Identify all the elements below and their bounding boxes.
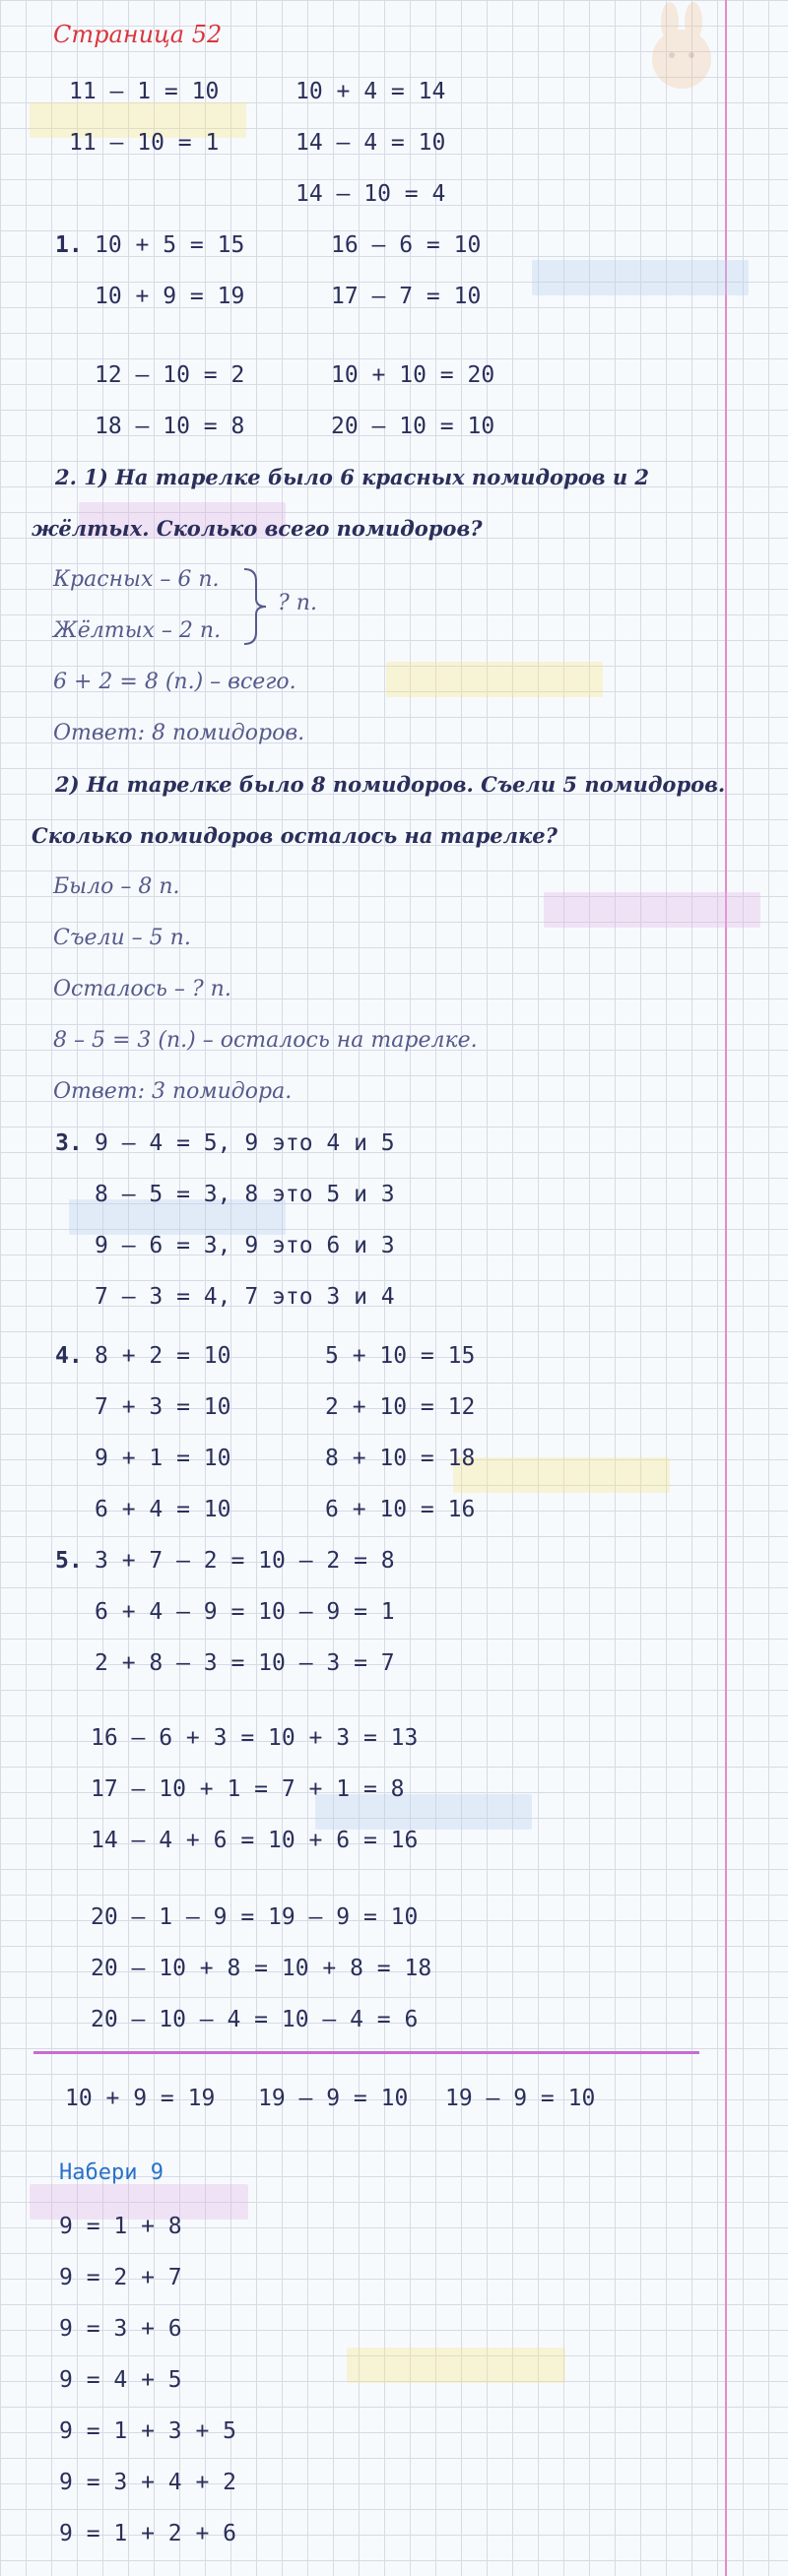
task1-right-row: 17 – 7 = 10	[331, 284, 482, 309]
curly-brace-icon	[240, 565, 270, 648]
task4-right-row: 8 + 10 = 18	[325, 1446, 476, 1471]
task2-question-line: Сколько помидоров осталось на тарелке?	[32, 823, 558, 848]
task4-left-row: 6 + 4 = 10	[95, 1497, 231, 1522]
watermark-stamp	[386, 662, 603, 697]
intro-right-row: 10 + 4 = 14	[296, 79, 446, 104]
task1-left-row: 10 + 9 = 19	[95, 284, 245, 309]
intro-left-row: 11 – 1 = 10	[69, 79, 220, 104]
task2-condition: Было – 8 п.	[53, 874, 180, 899]
task3-row: 9 – 6 = 3, 9 это 6 и 3	[95, 1233, 395, 1258]
naberi-row: 9 = 2 + 7	[59, 2265, 182, 2290]
task4-left-row: 8 + 2 = 10	[95, 1343, 231, 1369]
task1-right-row: 10 + 10 = 20	[331, 362, 495, 388]
task2-solution: 8 – 5 = 3 (п.) – осталось на тарелке.	[53, 1028, 478, 1053]
watermark-stamp	[532, 260, 749, 295]
naberi-row: 9 = 3 + 4 + 2	[59, 2470, 237, 2495]
task3-row: 9 – 4 = 5, 9 это 4 и 5	[95, 1130, 395, 1156]
task4-left-row: 9 + 1 = 10	[95, 1446, 231, 1471]
task5-row: 16 – 6 + 3 = 10 + 3 = 13	[91, 1725, 419, 1751]
section-divider	[33, 2051, 699, 2054]
watermark-stamp	[347, 2348, 565, 2383]
task5-row: 3 + 7 – 2 = 10 – 2 = 8	[95, 1548, 395, 1574]
task5-row: 6 + 4 – 9 = 10 – 9 = 1	[95, 1599, 395, 1625]
task5-row: 20 – 10 + 8 = 10 + 8 = 18	[91, 1956, 432, 1981]
task1-left-row: 10 + 5 = 15	[95, 232, 245, 258]
task5-row: 20 – 10 – 4 = 10 – 4 = 6	[91, 2007, 419, 2032]
task4-left-row: 7 + 3 = 10	[95, 1394, 231, 1420]
task4-right-row: 6 + 10 = 16	[325, 1497, 476, 1522]
page-title: Страница 52	[53, 21, 223, 48]
task2-answer: Ответ: 3 помидора.	[53, 1079, 293, 1104]
task2-question-line: 2) На тарелке было 8 помидоров. Съели 5 помидоров.	[55, 772, 726, 797]
naberi-row: 9 = 1 + 3 + 5	[59, 2418, 237, 2444]
naberi-row: 9 = 4 + 5	[59, 2367, 182, 2393]
intro-right-row: 14 – 10 = 4	[296, 181, 446, 207]
naberi-title: Набери 9	[59, 2160, 164, 2185]
watermark-stamp	[544, 892, 760, 928]
task5-number: 5.	[55, 1548, 83, 1574]
task1-number: 1.	[55, 232, 83, 258]
naberi-row: 9 = 1 + 8	[59, 2214, 182, 2239]
task2-condition: Осталось – ? п.	[53, 977, 231, 1001]
task5-row: 20 – 1 – 9 = 19 – 9 = 10	[91, 1904, 419, 1930]
task5-row: 2 + 8 – 3 = 10 – 3 = 7	[95, 1650, 395, 1676]
task1-right-row: 20 – 10 = 10	[331, 414, 495, 439]
task1-right-row: 16 – 6 = 10	[331, 232, 482, 258]
task2-condition: Съели – 5 п.	[53, 926, 191, 950]
intro-left-row: 11 – 10 = 1	[69, 130, 220, 156]
task2-condition: Красных – 6 п.	[53, 567, 220, 592]
task2-question-line: жёлтых. Сколько всего помидоров?	[32, 516, 483, 541]
notebook-margin-line	[725, 0, 727, 2576]
task2-question-line: 2. 1) На тарелке было 6 красных помидоров и 2	[55, 465, 650, 489]
naberi-row: 9 = 1 + 2 + 6	[59, 2521, 237, 2546]
task2-answer: Ответ: 8 помидоров.	[53, 721, 305, 745]
task5-row: 14 – 4 + 6 = 10 + 6 = 16	[91, 1828, 419, 1853]
naberi-row: 9 = 3 + 6	[59, 2316, 182, 2342]
task3-row: 8 – 5 = 3, 8 это 5 и 3	[95, 1182, 395, 1207]
task1-left-row: 12 – 10 = 2	[95, 362, 245, 388]
bunny-logo-icon	[640, 0, 723, 98]
bottom-row-item: 19 – 9 = 10	[258, 2086, 409, 2111]
task3-row: 7 – 3 = 4, 7 это 3 и 4	[95, 1284, 395, 1310]
task4-right-row: 5 + 10 = 15	[325, 1343, 476, 1369]
task2-solution: 6 + 2 = 8 (п.) – всего.	[53, 670, 296, 694]
task5-row: 17 – 10 + 1 = 7 + 1 = 8	[91, 1776, 405, 1802]
task4-right-row: 2 + 10 = 12	[325, 1394, 476, 1420]
task2-condition: Жёлтых – 2 п.	[53, 618, 222, 643]
bottom-row-item: 19 – 9 = 10	[445, 2086, 596, 2111]
task4-number: 4.	[55, 1343, 83, 1369]
bottom-row-item: 10 + 9 = 19	[65, 2086, 216, 2111]
task2-brace-label: ? п.	[278, 591, 317, 615]
task1-left-row: 18 – 10 = 8	[95, 414, 245, 439]
watermark-stamp	[453, 1457, 670, 1493]
task3-number: 3.	[55, 1130, 83, 1156]
intro-right-row: 14 – 4 = 10	[296, 130, 446, 156]
